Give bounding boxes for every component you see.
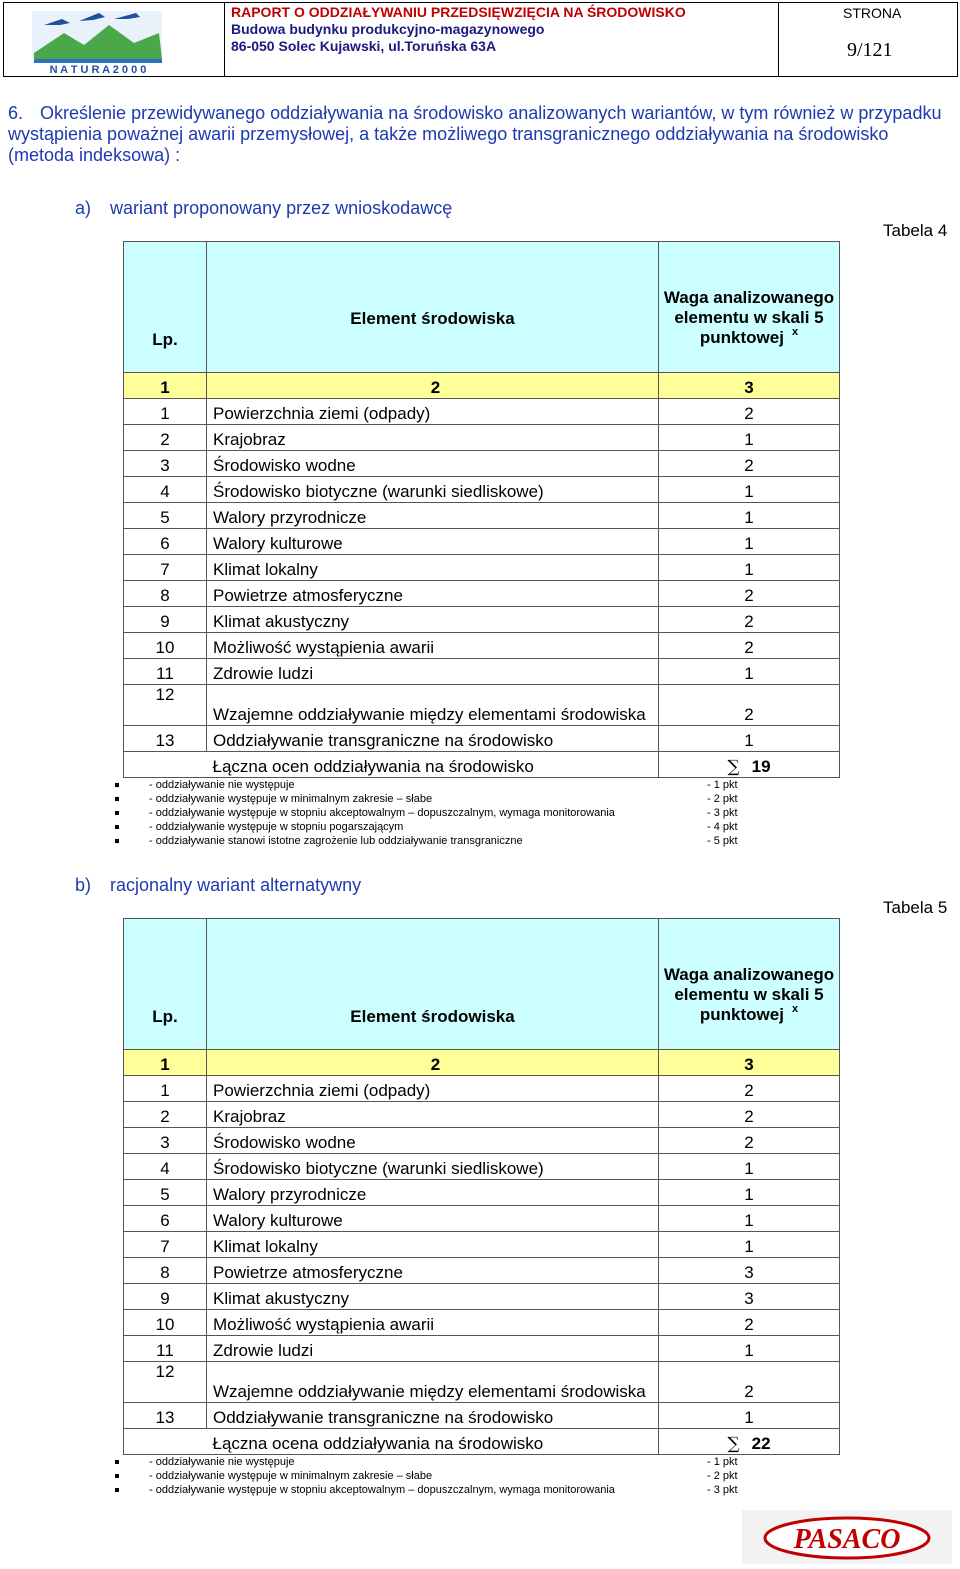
col-weight-header <box>659 919 840 1050</box>
row-element: Klimat lokalny <box>207 555 659 581</box>
row-element: Krajobraz <box>207 1102 659 1128</box>
table-row <box>124 685 840 726</box>
row-value: 2 <box>659 633 840 659</box>
row-element: Walory kulturowe <box>207 529 659 555</box>
row-element: Klimat lokalny <box>207 1232 659 1258</box>
table-row <box>124 607 840 633</box>
sigma-symbol: ∑ <box>727 757 740 777</box>
row-lp: 8 <box>124 581 207 607</box>
total-value-cell <box>659 752 840 778</box>
legend-points: - 3 pkt <box>707 807 738 819</box>
row-lp: 9 <box>124 607 207 633</box>
row-value: 2 <box>659 1102 840 1128</box>
row-lp: 7 <box>124 1232 207 1258</box>
table-row <box>124 726 840 752</box>
table-row <box>124 1284 840 1310</box>
row-lp: 13 <box>124 1403 207 1429</box>
row-lp: 3 <box>124 1128 207 1154</box>
report-title: RAPORT O ODDZIAŁYWANIU PRZEDSIĘWZIĘCIA NA ŚRODOWISKO <box>231 4 686 20</box>
row-element: Zdrowie ludzi <box>207 1336 659 1362</box>
table-row <box>124 1258 840 1284</box>
table-row <box>124 1128 840 1154</box>
table-header-row <box>124 919 840 1050</box>
variant-a-heading <box>75 198 452 219</box>
section-number: 6. <box>8 103 24 123</box>
row-value: 2 <box>659 1076 840 1102</box>
variant-a-letter: a) <box>75 198 92 218</box>
page-label: STRONA <box>843 5 902 21</box>
row-lp: 6 <box>124 529 207 555</box>
row-value: 2 <box>659 1128 840 1154</box>
row-value: 2 <box>659 1310 840 1336</box>
row-lp: 6 <box>124 1206 207 1232</box>
row-element: Walory kulturowe <box>207 1206 659 1232</box>
row-value: 1 <box>659 659 840 685</box>
legend-text: - oddziaływanie występuje w stopniu pogarszającym <box>149 821 404 833</box>
row-value: 1 <box>659 1206 840 1232</box>
variant-b-heading <box>75 875 361 896</box>
row-element: Oddziaływanie transgraniczne na środowisko <box>207 1403 659 1429</box>
pasaco-logo <box>742 1510 952 1564</box>
sigma-symbol: ∑ <box>727 1434 740 1454</box>
legend-points: - 2 pkt <box>707 793 738 805</box>
bullet-icon <box>115 797 119 801</box>
logo-text: N A T U R A 2 0 0 0 <box>49 64 147 76</box>
row-lp: 12 <box>124 1362 207 1403</box>
report-address: 86-050 Solec Kujawski, ul.Toruńska 63A <box>231 38 497 54</box>
bullet-icon <box>115 811 119 815</box>
row-value: 1 <box>659 503 840 529</box>
row-element: Klimat akustyczny <box>207 607 659 633</box>
table-row <box>124 1102 840 1128</box>
bullet-icon <box>115 825 119 829</box>
section-heading <box>8 103 948 166</box>
row-element: Powietrze atmosferyczne <box>207 1258 659 1284</box>
table-row <box>124 659 840 685</box>
table-row <box>124 1310 840 1336</box>
legend-text: - oddziaływanie nie występuje <box>149 779 295 791</box>
legend-points: - 2 pkt <box>707 1470 738 1482</box>
total-value: 19 <box>751 757 771 776</box>
row-element: Powierzchnia ziemi (odpady) <box>207 1076 659 1102</box>
row-value: 1 <box>659 425 840 451</box>
table-variant-a <box>123 241 840 778</box>
variant-b-title: racjonalny wariant alternatywny <box>110 875 362 895</box>
table-row <box>124 633 840 659</box>
row-element: Walory przyrodnicze <box>207 1180 659 1206</box>
page-indicator <box>779 3 957 76</box>
row-value: 1 <box>659 1403 840 1429</box>
col-weight-header <box>659 242 840 373</box>
page-number: 9/121 <box>847 39 893 61</box>
row-element: Środowisko biotyczne (warunki siedliskowe) <box>207 477 659 503</box>
column-number-row: 1 2 3 <box>124 1050 840 1076</box>
table-row <box>124 1232 840 1258</box>
row-value: 1 <box>659 555 840 581</box>
row-lp: 13 <box>124 726 207 752</box>
legend-points: - 1 pkt <box>707 779 738 791</box>
row-element: Zdrowie ludzi <box>207 659 659 685</box>
legend-points: - 1 pkt <box>707 1456 738 1468</box>
row-element: Wzajemne oddziaływanie między elementami środowiska <box>207 685 659 726</box>
table-row <box>124 1206 840 1232</box>
table-row <box>124 477 840 503</box>
legend-text: - oddziaływanie stanowi istotne zagrożenie lub oddziaływanie transgraniczne <box>149 835 523 847</box>
pasaco-logo-text: PASACO <box>793 1524 901 1555</box>
row-element: Środowisko wodne <box>207 1128 659 1154</box>
table-5-label: Tabela 5 <box>883 898 948 917</box>
col-lp-header: Lp. <box>124 919 207 1050</box>
page-header <box>3 2 958 77</box>
col-weight-sup: x <box>791 1003 799 1015</box>
row-value: 1 <box>659 1336 840 1362</box>
table-variant-b <box>123 918 840 1455</box>
row-element: Powierzchnia ziemi (odpady) <box>207 399 659 425</box>
row-value: 3 <box>659 1284 840 1310</box>
bullet-icon <box>115 1474 119 1478</box>
row-element: Oddziaływanie transgraniczne na środowisko <box>207 726 659 752</box>
legend-points: - 4 pkt <box>707 821 738 833</box>
natura-2000-logo <box>4 3 225 76</box>
row-value: 1 <box>659 1180 840 1206</box>
table-row <box>124 399 840 425</box>
row-lp: 5 <box>124 503 207 529</box>
row-lp: 4 <box>124 477 207 503</box>
table-row <box>124 1362 840 1403</box>
row-lp: 7 <box>124 555 207 581</box>
row-lp: 8 <box>124 1258 207 1284</box>
legend-points: - 5 pkt <box>707 835 738 847</box>
bullet-icon <box>115 1460 119 1464</box>
row-element: Możliwość wystąpienia awarii <box>207 1310 659 1336</box>
row-lp: 12 <box>124 685 207 726</box>
row-lp: 11 <box>124 659 207 685</box>
legend-text: - oddziaływanie występuje w minimalnym zakresie – słabe <box>149 793 433 805</box>
row-value: 1 <box>659 1232 840 1258</box>
total-label: Łączna ocen oddziaływania na środowisko <box>207 752 659 778</box>
total-row <box>124 752 840 778</box>
table-row <box>124 1154 840 1180</box>
table-row <box>124 451 840 477</box>
report-subtitle: Budowa budynku produkcyjno-magazynowego <box>231 21 545 37</box>
row-value: 1 <box>659 1154 840 1180</box>
row-element: Możliwość wystąpienia awarii <box>207 633 659 659</box>
row-element: Walory przyrodnicze <box>207 503 659 529</box>
row-value: 2 <box>659 685 840 726</box>
col-weight-text: Waga analizowanego elementu w skali 5 punktowej <box>663 288 835 347</box>
col-lp-header: Lp. <box>124 242 207 373</box>
col-weight-text: Waga analizowanego elementu w skali 5 punktowej <box>663 965 835 1024</box>
row-value: 2 <box>659 1362 840 1403</box>
bullet-icon <box>115 839 119 843</box>
row-value: 1 <box>659 477 840 503</box>
table-row <box>124 555 840 581</box>
legend-points: - 3 pkt <box>707 1484 738 1496</box>
row-element: Powietrze atmosferyczne <box>207 581 659 607</box>
row-element: Krajobraz <box>207 425 659 451</box>
bullet-icon <box>115 1488 119 1492</box>
table-row <box>124 1336 840 1362</box>
row-lp: 9 <box>124 1284 207 1310</box>
row-value: 2 <box>659 451 840 477</box>
row-lp: 10 <box>124 633 207 659</box>
variant-b-letter: b) <box>75 875 92 895</box>
section-title: Określenie przewidywanego oddziaływania na środowisko analizowanych wariantów, w tym również w przypadku wystąpienia poważnej awarii przemysłowej, a także możliwego transgranicznego oddziaływania na środowisko (metoda indeksowa) : <box>8 103 942 165</box>
row-value: 1 <box>659 726 840 752</box>
total-value: 22 <box>751 1434 771 1453</box>
table-row <box>124 1403 840 1429</box>
total-row <box>124 1429 840 1455</box>
table-row <box>124 1180 840 1206</box>
row-lp: 5 <box>124 1180 207 1206</box>
header-title-block <box>225 3 779 76</box>
row-value: 2 <box>659 399 840 425</box>
legend-text: - oddziaływanie występuje w stopniu akceptowalnym – dopuszczalnym, wymaga monitorowania <box>149 1484 615 1496</box>
total-label: Łączna ocena oddziaływania na środowisko <box>207 1429 659 1455</box>
col-element-header: Element środowiska <box>207 242 659 373</box>
table-header-row <box>124 242 840 373</box>
table-row <box>124 1076 840 1102</box>
legend-text: - oddziaływanie nie występuje <box>149 1456 295 1468</box>
row-element: Środowisko wodne <box>207 451 659 477</box>
row-lp: 4 <box>124 1154 207 1180</box>
row-lp: 11 <box>124 1336 207 1362</box>
col-element-header: Element środowiska <box>207 919 659 1050</box>
row-element: Wzajemne oddziaływanie między elementami środowiska <box>207 1362 659 1403</box>
row-lp: 2 <box>124 1102 207 1128</box>
row-value: 1 <box>659 529 840 555</box>
row-lp: 2 <box>124 425 207 451</box>
row-value: 2 <box>659 581 840 607</box>
row-element: Klimat akustyczny <box>207 1284 659 1310</box>
table-row <box>124 503 840 529</box>
table-row <box>124 529 840 555</box>
row-lp: 1 <box>124 399 207 425</box>
bullet-icon <box>115 783 119 787</box>
legend-text: - oddziaływanie występuje w stopniu akceptowalnym – dopuszczalnym, wymaga monitorowania <box>149 807 615 819</box>
column-number-row: 1 2 3 <box>124 373 840 399</box>
row-lp: 10 <box>124 1310 207 1336</box>
col-weight-sup: x <box>791 326 799 338</box>
total-value-cell <box>659 1429 840 1455</box>
row-lp: 1 <box>124 1076 207 1102</box>
row-value: 3 <box>659 1258 840 1284</box>
table-row <box>124 581 840 607</box>
row-lp: 3 <box>124 451 207 477</box>
variant-a-title: wariant proponowany przez wnioskodawcę <box>110 198 453 218</box>
table-4-label: Tabela 4 <box>883 221 948 240</box>
table-row <box>124 425 840 451</box>
legend-text: - oddziaływanie występuje w minimalnym zakresie – słabe <box>149 1470 433 1482</box>
row-element: Środowisko biotyczne (warunki siedliskowe) <box>207 1154 659 1180</box>
row-value: 2 <box>659 607 840 633</box>
